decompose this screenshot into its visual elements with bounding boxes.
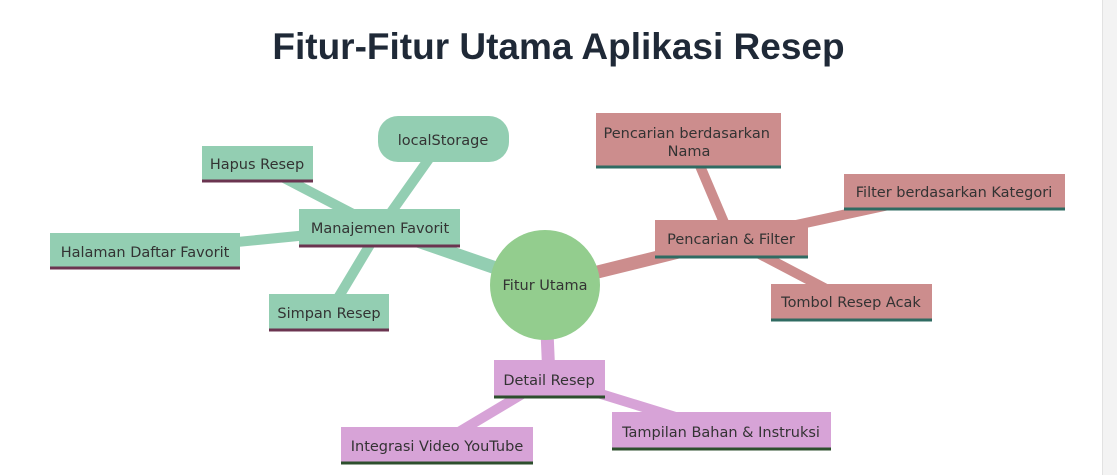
leaf-node-halaman-daftar-favorit [50, 233, 240, 269]
leaf-label-pencarian-nama: Pencarian berdasarkan Nama [603, 126, 770, 160]
leaf-label-simpan-resep: Simpan Resep [277, 306, 381, 322]
branch-label-pencarian-filter: Pencarian & Filter [667, 232, 795, 248]
branch-node-manajemen-favorit [299, 209, 460, 247]
leaf-node-localstorage [378, 116, 509, 162]
root-node [490, 230, 600, 340]
root-node-label: Fitur Utama [502, 278, 588, 294]
branch-label-detail-resep: Detail Resep [503, 373, 595, 389]
scrollbar[interactable] [1102, 0, 1117, 475]
leaf-node-hapus-resep [202, 146, 313, 182]
leaf-label-halaman-daftar-favorit: Halaman Daftar Favorit [60, 245, 230, 261]
leaf-node-tombol-resep-acak [771, 284, 932, 320]
leaf-node-integrasi-video [341, 427, 533, 463]
branch-label-manajemen-favorit: Manajemen Favorit [310, 221, 450, 237]
leaf-label-integrasi-video: Integrasi Video YouTube [350, 439, 524, 455]
leaf-label-filter-kategori: Filter berdasarkan Kategori [855, 185, 1053, 201]
leaf-label-tampilan-bahan: Tampilan Bahan & Instruksi [622, 425, 820, 441]
leaf-node-simpan-resep [269, 294, 389, 330]
page-title: Fitur-Fitur Utama Aplikasi Resep [272, 26, 845, 67]
leaf-node-tampilan-bahan [612, 412, 831, 449]
leaf-node-pencarian-nama [596, 113, 781, 168]
leaf-label-tombol-resep-acak: Tombol Resep Acak [781, 295, 921, 311]
leaf-node-filter-kategori [844, 174, 1065, 210]
branch-node-pencarian-filter [655, 220, 808, 257]
leaf-label-hapus-resep: Hapus Resep [209, 157, 305, 173]
branch-node-detail-resep [494, 360, 605, 397]
leaf-label-localstorage: localStorage [397, 133, 489, 149]
